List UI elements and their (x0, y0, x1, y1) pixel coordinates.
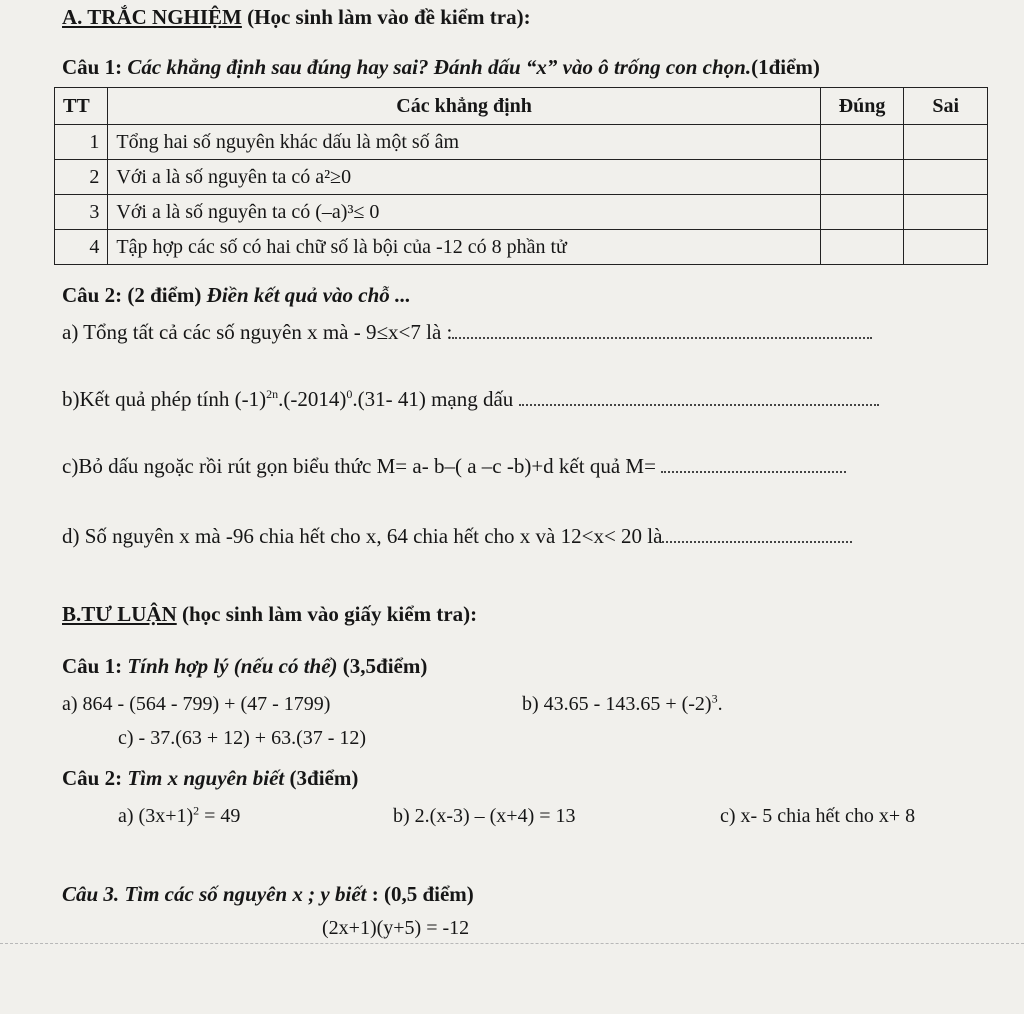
b-q1-text: Tính hợp lý (nếu có thể) (127, 654, 338, 678)
q2-c-text: c)Bỏ dấu ngoặc rồi rút gọn biểu thức M= a- b–( a –c -b)+d kết quả M= (62, 454, 656, 478)
b-q2-a-exp: 2 (193, 803, 200, 818)
q2-heading (62, 283, 411, 308)
row-number: 2 (55, 160, 108, 195)
b-q1-b-post: . (717, 693, 723, 715)
q2-b-post: .(31- 41) mạng dấu (352, 387, 514, 411)
b-q1-b-exp: 3 (711, 691, 718, 706)
b-q1-points: (3,5điểm) (337, 654, 428, 678)
answer-blank-d[interactable] (662, 537, 852, 543)
part-a-note: (Học sinh làm vào đề kiểm tra): (241, 5, 531, 29)
q1-text: Các khẳng định sau đúng hay sai? Đánh dấu “x” vào ô trống con chọn. (127, 55, 752, 79)
part-a-heading (62, 5, 531, 30)
row-number: 1 (55, 125, 108, 160)
true-false-table (54, 87, 988, 265)
q2-item-c (62, 454, 846, 479)
row-statement: Tập hợp các số có hai chữ số là bội của -12 có 8 phần tử (108, 230, 820, 265)
b-q2-heading (62, 766, 358, 791)
q2-item-a (62, 320, 872, 345)
true-checkbox-cell[interactable] (820, 160, 904, 195)
table-row (55, 160, 988, 195)
table-row (55, 195, 988, 230)
b-q2-b: b) 2.(x-3) – (x+4) = 13 (393, 805, 576, 827)
q2-item-d (62, 524, 852, 549)
part-a-title: A. TRẮC NGHIỆM (62, 5, 242, 29)
q2-b-pre: b)Kết quả phép tính (-1) (62, 387, 267, 411)
table-row (55, 230, 988, 265)
true-checkbox-cell[interactable] (820, 125, 904, 160)
b-q1-label: Câu 1: (62, 654, 128, 678)
row-statement: Với a là số nguyên ta có (–a)³≤ 0 (108, 195, 820, 230)
b-q3-text: Tìm các số nguyên x ; y biết (124, 882, 367, 906)
b-q2-a (118, 805, 240, 828)
q2-b-mid: .(-2014) (278, 387, 347, 411)
fold-line (0, 943, 1024, 944)
answer-blank-a[interactable] (452, 333, 872, 339)
row-statement: Tổng hai số nguyên khác dấu là một số âm (108, 125, 820, 160)
header-tt: TT (55, 88, 108, 125)
b-q2-a-pre: a) (3x+1) (118, 805, 194, 827)
header-false: Sai (904, 88, 988, 125)
q2-label: Câu 2: (2 điểm) (62, 283, 207, 307)
part-b-title: B.TƯ LUẬN (62, 602, 177, 626)
b-q1-a: a) 864 - (564 - 799) + (47 - 1799) (62, 693, 331, 715)
b-q1-c: c) - 37.(63 + 12) + 63.(37 - 12) (118, 727, 367, 749)
b-q3-heading (62, 882, 474, 907)
false-checkbox-cell[interactable] (904, 230, 988, 265)
q1-label: Câu 1: (62, 55, 128, 79)
false-checkbox-cell[interactable] (904, 195, 988, 230)
row-statement: Với a là số nguyên ta có a²≥0 (108, 160, 820, 195)
b-q3-equation: (2x+1)(y+5) = -12 (322, 917, 470, 939)
row-number: 3 (55, 195, 108, 230)
header-statement: Các khẳng định (108, 88, 820, 125)
false-checkbox-cell[interactable] (904, 160, 988, 195)
true-checkbox-cell[interactable] (820, 230, 904, 265)
answer-blank-c[interactable] (661, 467, 846, 473)
b-q1-b-pre: b) 43.65 - 143.65 + (-2) (522, 693, 712, 715)
answer-blank-b[interactable] (519, 400, 879, 406)
b-q3-label: Câu 3. (62, 882, 125, 906)
b-q3-points: : (0,5 điểm) (366, 882, 474, 906)
header-true: Đúng (820, 88, 904, 125)
true-checkbox-cell[interactable] (820, 195, 904, 230)
q2-d-text: d) Số nguyên x mà -96 chia hết cho x, 64 chia hết cho x và 12<x< 20 là (62, 524, 663, 548)
q2-b-exp2: 0 (346, 387, 353, 401)
table-header-row (55, 88, 988, 125)
b-q2-a-post: = 49 (199, 805, 241, 827)
false-checkbox-cell[interactable] (904, 125, 988, 160)
b-q2-label: Câu 2: (62, 766, 128, 790)
b-q2-points: (3điểm) (284, 766, 359, 790)
b-q2-c: c) x- 5 chia hết cho x+ 8 (720, 805, 916, 827)
b-q2-text: Tìm x nguyên biết (127, 766, 285, 790)
q1-points: (1điểm) (751, 55, 820, 79)
row-number: 4 (55, 230, 108, 265)
b-q1-heading (62, 654, 427, 679)
q2-text: Điền kết quả vào chỗ ... (206, 283, 411, 307)
part-b-note: (học sinh làm vào giấy kiểm tra): (176, 602, 478, 626)
table-row (55, 125, 988, 160)
b-q1-b (522, 693, 723, 716)
q2-item-b (62, 387, 879, 412)
q2-b-exp1: 2n (266, 387, 279, 401)
q2-a-text: a) Tổng tất cả các số nguyên x mà - 9≤x<7 là : (62, 320, 453, 344)
q1-heading (62, 55, 820, 80)
part-b-heading (62, 602, 477, 627)
